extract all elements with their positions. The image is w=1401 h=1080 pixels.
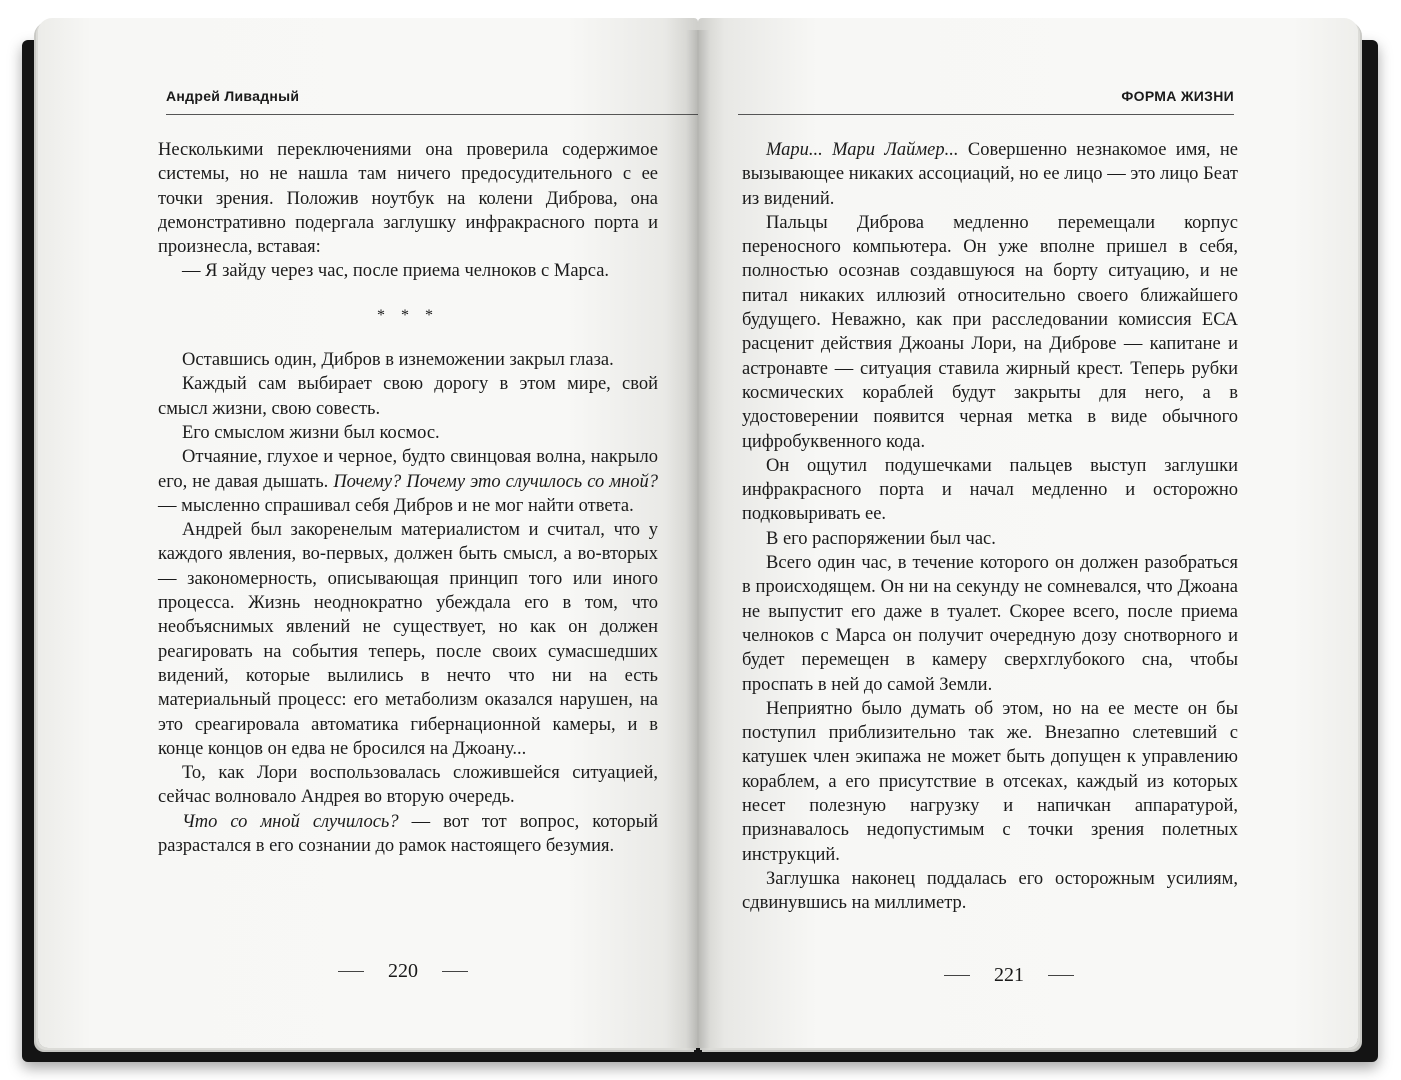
paragraph: Заглушка наконец поддалась его осторожным усилиям, сдвинувшись на миллиметр.: [742, 868, 1238, 914]
paragraph: — Я зайду через час, после приема челноков с Марса.: [182, 261, 610, 282]
dash: [338, 971, 364, 972]
paragraph: [158, 445, 658, 518]
page-number-value: 221: [994, 964, 1024, 986]
dash: [1048, 975, 1074, 976]
paragraph-text: — вот тот вопрос, который разрастался в его сознании до рамок настоящего безумия.: [158, 811, 658, 857]
paragraph: Оставшись один, Дибров в изнеможении закрыл глаза.: [182, 350, 614, 371]
right-page: [698, 18, 1358, 1048]
running-header-author: Андрей Ливадный: [166, 88, 300, 104]
paragraph-text: Совершенно незнакомое имя, не вызывающее никаких ассоциаций, но ее лицо — это лицо Беат из видений.: [742, 140, 1238, 209]
paragraph: [158, 810, 658, 859]
paragraph: Его смыслом жизни был космос.: [182, 422, 440, 443]
dash: [442, 971, 468, 972]
paragraph: Всего один час, в течение которого он должен разобраться в происходящем. Он ни на секунду не сомневался, что Джоана не выпустит его даже в туалет. Скорее всего, после приема челноков с Марса он получит очередную дозу снотворного и будет перемещен в камеру сверхглубокого сна, чтобы проспать в ней до самой Земли.: [742, 553, 1238, 695]
italic-question: Почему? Почему это случилось со мной?: [333, 471, 658, 492]
header-rule: [166, 114, 698, 115]
running-header-title: ФОРМА ЖИЗНИ: [1121, 88, 1234, 104]
italic-question: Что со мной случилось?: [182, 811, 399, 832]
left-page-text: [158, 138, 658, 858]
paragraph-text: Отчаяние, глухое и черное, будто свинцовая волна, накрыло его, не давая дышать.: [158, 447, 658, 492]
paragraph-text: — мысленно спрашивал себя Дибров и не мог найти ответа.: [158, 495, 634, 516]
paragraph: То, как Лори воспользовалась сложившейся ситуацией, сейчас волновало Андрея во вторую очередь.: [158, 763, 658, 808]
section-separator: * * *: [377, 306, 439, 324]
paragraph: Каждый сам выбирает свою дорогу в этом мире, свой смысл жизни, свою совесть.: [158, 374, 658, 419]
left-page: [38, 18, 698, 1048]
header-rule: [738, 114, 1234, 115]
paragraph: В его распоряжении был час.: [766, 528, 996, 549]
paragraph: Он ощутил подушечками пальцев выступ заглушки инфракрасного порта и начал медленно и осторожно подковыривать ее.: [742, 455, 1238, 525]
right-page-text: [742, 138, 1238, 916]
page-number: [920, 964, 1098, 987]
paragraph: Пальцы Диброва медленно перемещали корпус переносного компьютера. Он уже вполне пришел в себя, полностью осознав создавшуюся на борту ситуацию, и не питал никаких иллюзий относительно своего ближайшего будущего. Неважно, как при расследовании комиссия ЕСА расценит действия Джоаны Лори, на Диброве — капитане и астронавте — ситуация ставила жирный крест. Теперь рубки космических кораблей будут закрыты для него, а в удостоверении появится черная метка в виде обычного цифробуквенного кода.: [742, 212, 1238, 452]
paragraph: Андрей был закоренелым материалистом и считал, что у каждого явления, во-первых, должен быть смысл, а во-вторых — закономерность, описывающая принцип того или иного процесса. Жизнь неоднократно убеждала его в том, что необъяснимых явлений не существует, но как он должен реагировать на события теперь, после своих сумасшедших видений, которые вылились в нечто что ни на есть материальный процесс: его метаболизм оказался нарушен, на это среагировала автоматика гибернационной камеры, и в конце концов он едва не бросился на Джоану...: [158, 520, 658, 759]
paragraph: [742, 138, 1238, 211]
page-number-value: 220: [388, 960, 418, 982]
paragraph: Несколькими переключениями она проверила содержимое системы, но не нашла там ничего предосудительного с ее точки зрения. Положив ноутбук на колени Диброва, она демонстративно подергала заглушку инфракрасного порта и произнесла, вставая:: [158, 140, 658, 258]
italic-name: Мари... Мари Лаймер...: [766, 140, 959, 160]
paragraph: Неприятно было думать об этом, но на ее месте он бы поступил приблизительно так же. Внезапно слетевший с катушек член экипажа не может быть допущен к управлению кораблем, а его присутствие в отсеках, каждый из которых несет полезную нагрузку и напичкан аппаратурой, признавалось недопустимым с точки зрения полетных инструкций.: [742, 698, 1238, 865]
page-number: [314, 960, 492, 983]
dash: [944, 975, 970, 976]
